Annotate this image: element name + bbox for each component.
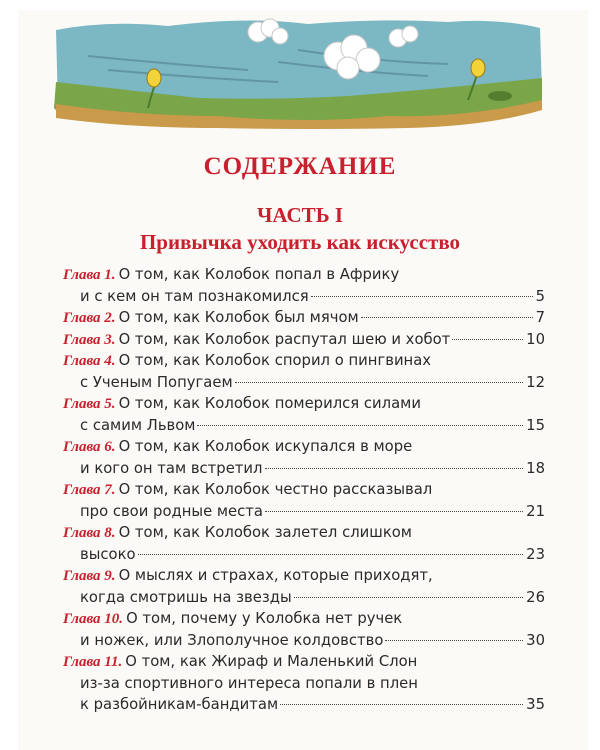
toc-entry[interactable] — [63, 329, 545, 351]
chapter-label: Глава 4. — [63, 353, 116, 369]
chapter-title: когда смотришь на звезды — [80, 588, 292, 606]
toc-entry[interactable] — [63, 264, 545, 307]
page-number: 21 — [526, 502, 545, 520]
chapter-label: Глава 3. — [63, 331, 116, 348]
dot-leader — [235, 382, 524, 383]
chapter-label: Глава 1. — [63, 267, 116, 283]
dot-leader — [385, 640, 523, 641]
page-number: 35 — [526, 696, 545, 713]
page-number: 12 — [526, 373, 545, 391]
dot-leader — [138, 554, 524, 555]
page-number: 15 — [526, 416, 545, 434]
chapter-label: Глава 6. — [63, 439, 116, 455]
dot-leader — [294, 597, 524, 598]
chapter-title: О том, как Колобок спорил о пингвинах — [118, 352, 432, 369]
toc-entry[interactable] — [63, 565, 545, 608]
table-of-contents — [63, 264, 545, 716]
toc-entry[interactable] — [63, 393, 545, 436]
toc-entry[interactable] — [63, 350, 545, 393]
chapter-title: О том, как Колобок залетел слишком — [118, 524, 412, 541]
chapter-title: и ножек, или Злополучное колдовство — [80, 631, 384, 649]
dot-leader — [265, 468, 524, 469]
chapter-title: и с кем он там познакомился — [80, 287, 309, 305]
chapter-title: О том, как Колобок был мячом — [118, 309, 359, 326]
page-number: 26 — [526, 588, 545, 606]
page-number: 30 — [526, 631, 545, 649]
chapter-label: Глава 8. — [63, 525, 116, 541]
chapter-label: Глава 10. — [63, 611, 124, 627]
page-number: 18 — [526, 459, 545, 477]
chapter-title: О том, как Жираф и Маленький Слон — [125, 653, 418, 670]
toc-entry[interactable] — [63, 436, 545, 479]
chapter-title: О том, как Колобок попал в Африку — [118, 266, 400, 283]
part-heading: ЧАСТЬ I — [256, 203, 343, 227]
dot-leader — [265, 511, 523, 512]
page-number: 23 — [526, 545, 545, 563]
chapter-label: Глава 2. — [63, 310, 116, 326]
dot-leader — [452, 339, 523, 340]
page-number: 5 — [535, 287, 545, 305]
chapter-title: и кого он там встретил — [80, 459, 263, 477]
chapter-title: высоко — [80, 545, 136, 563]
chapter-title: про свои родные места — [80, 502, 263, 520]
chapter-title: к разбойникам-бандитам — [80, 696, 279, 713]
chapter-title: с самим Львом — [80, 416, 196, 434]
chapter-title: О том, как Колобок померился силами — [118, 395, 421, 412]
toc-entry[interactable] — [63, 307, 545, 329]
chapter-title: О том, как Колобок честно рассказывал — [118, 481, 433, 498]
dot-leader — [197, 425, 523, 426]
toc-entry[interactable] — [63, 479, 545, 522]
chapter-title: из-за спортивного интереса попали в плен — [80, 674, 418, 692]
chapter-label: Глава 5. — [63, 396, 116, 412]
toc-title: СОДЕРЖАНИЕ — [203, 153, 397, 180]
chapter-title: О мыслях и страхах, которые приходят, — [118, 567, 433, 584]
page-number: 7 — [535, 309, 545, 326]
chapter-title: О том, почему у Колобка нет ручек — [126, 610, 403, 627]
chapter-label: Глава 7. — [63, 482, 116, 498]
dot-leader — [311, 296, 533, 297]
chapter-title: с Ученым Попугаем — [80, 373, 233, 391]
chapter-label: Глава 11. — [63, 654, 123, 670]
header-illustration — [48, 12, 548, 130]
toc-entry[interactable] — [63, 522, 545, 565]
part-subtitle: Привычка уходить как искусство — [139, 230, 461, 254]
chapter-title: О том, как Колобок искупался в море — [118, 438, 413, 455]
toc-entry[interactable] — [63, 608, 545, 651]
chapter-title: О том, как Колобок распутал шею и хобот — [118, 330, 451, 348]
dot-leader — [361, 317, 533, 318]
toc-entry[interactable] — [63, 651, 545, 716]
dot-leader — [280, 704, 523, 705]
chapter-label: Глава 9. — [63, 568, 116, 584]
page-number: 10 — [526, 330, 545, 348]
